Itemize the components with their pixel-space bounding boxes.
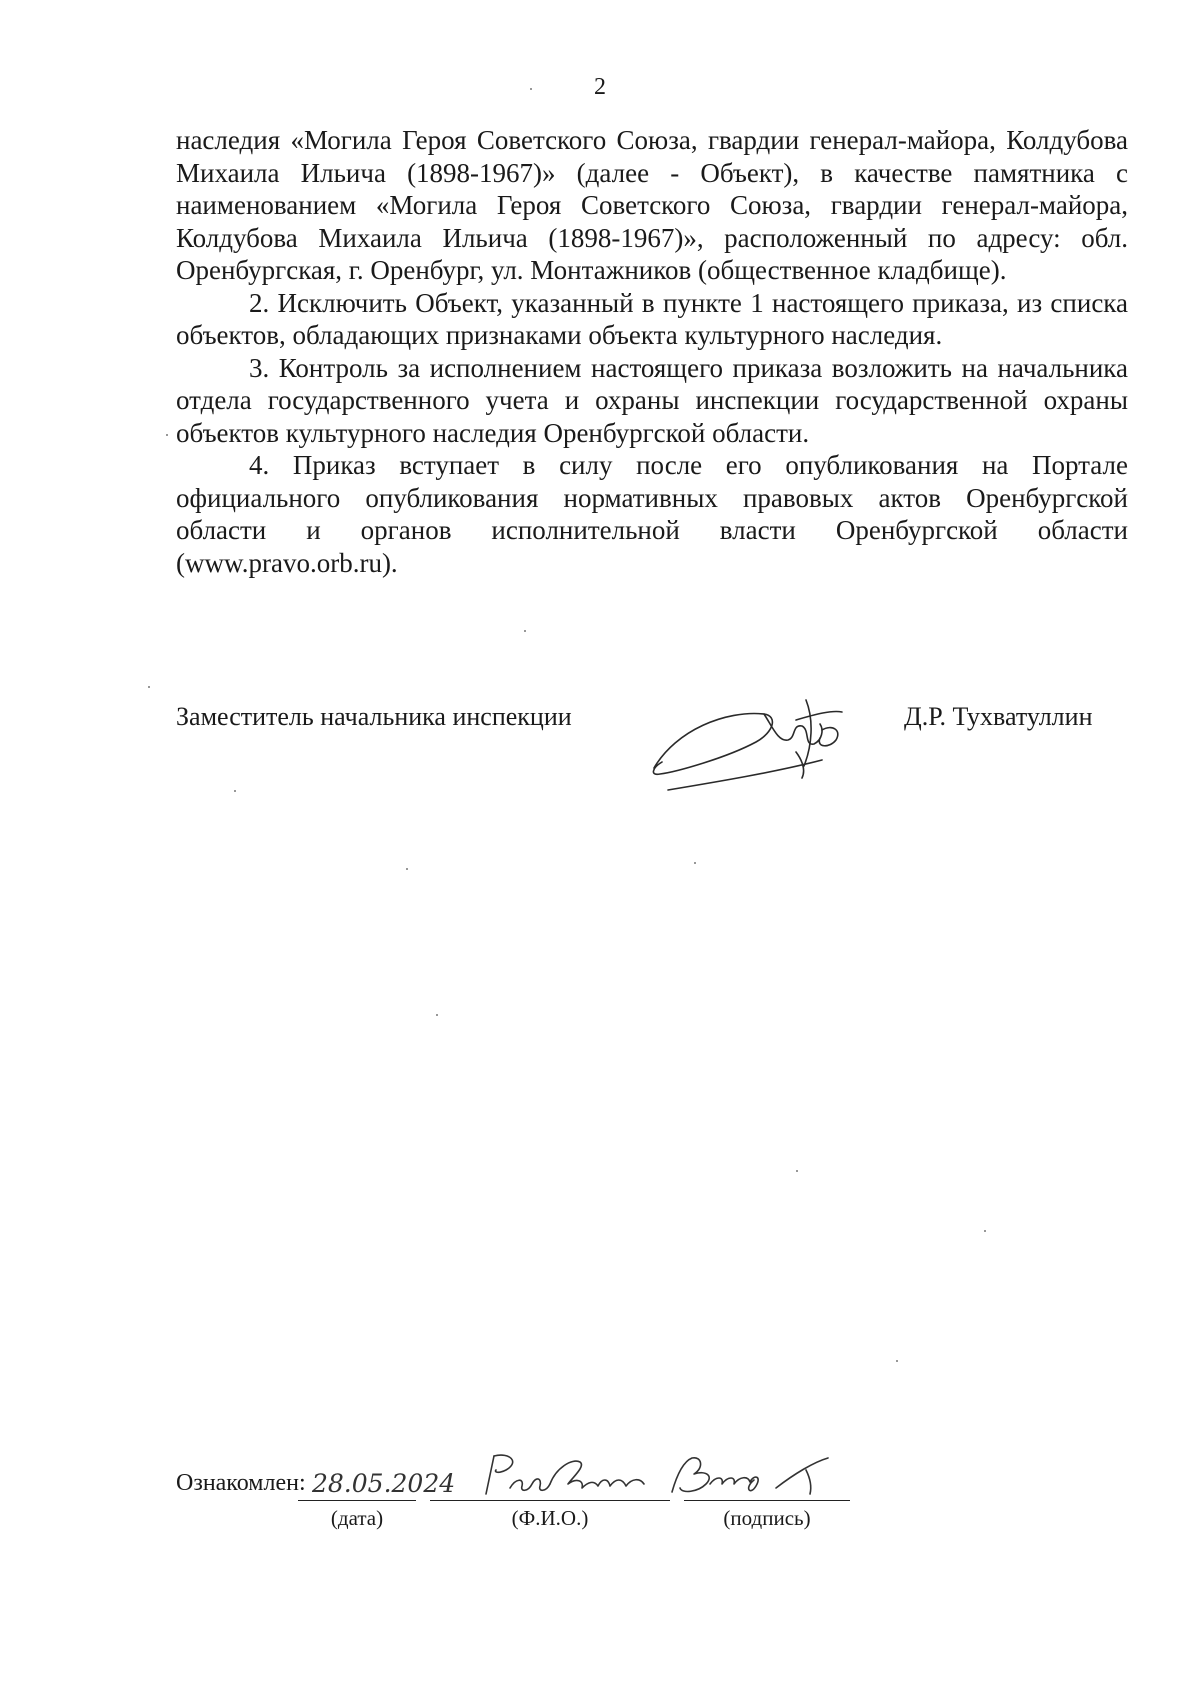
date-underline [298,1500,416,1501]
acknowledgement-handwriting [310,1448,930,1504]
scan-speck [524,630,526,632]
scan-speck [530,88,532,90]
scan-speck [148,686,150,688]
acknowledgement-label: Ознакомлен: [176,1470,306,1496]
fio-caption: (Ф.И.О.) [511,1506,589,1530]
scan-speck [984,1230,986,1232]
scan-speck [166,434,168,436]
scan-speck [234,790,236,792]
signature-caption: (подпись) [723,1506,811,1530]
acknowledgement-block [0,1448,1200,1528]
paragraph-item-4: 4. Приказ вступает в силу после его опубликования на Портале официального опубликования нормативных правовых актов Оренбургской области и органов исполнительной власти Оренбургской области (www.pravo.orb.ru). [176,450,1128,578]
fio-underline [430,1500,670,1501]
scan-speck [896,1360,898,1362]
paragraph-continuation: наследия «Могила Героя Советского Союза, гвардии генерал-майора, Колдубова Михаила Ильича (1898-1967)» (далее - Объект), в качестве памятника с наименованием «Могила Героя Советского Союза, гвардии генерал-майора, Колдубова Михаила Ильича (1898-1967)», расположенный по адресу: обл. Оренбургская, г. Оренбург, ул. Монтажников (общественное кладбище). [176,125,1128,285]
signature-underline [684,1500,850,1501]
scan-speck [694,862,696,864]
paragraph-item-3: 3. Контроль за исполнением настоящего приказа возложить на начальника отдела государственного учета и охраны инспекции государственной охраны объектов культурного наследия Оренбургской области. [176,352,1128,448]
signatory-name: Д.Р. Тухватуллин [904,702,1093,731]
paragraph-item-2: 2. Исключить Объект, указанный в пункте 1 настоящего приказа, из списка объектов, обладающих признаками объекта культурного наследия. [176,287,1128,350]
signature-block [0,690,1200,820]
date-caption: (дата) [330,1506,384,1530]
signatory-position: Заместитель начальника инспекции [176,702,572,731]
document-body [176,124,1128,579]
scan-speck [436,1014,438,1016]
handwritten-signature [646,690,896,810]
handwritten-date: 28.05.2024 [312,1469,456,1498]
page-number: 2 [594,74,606,100]
scan-speck [406,868,408,870]
scan-speck [796,1170,798,1172]
